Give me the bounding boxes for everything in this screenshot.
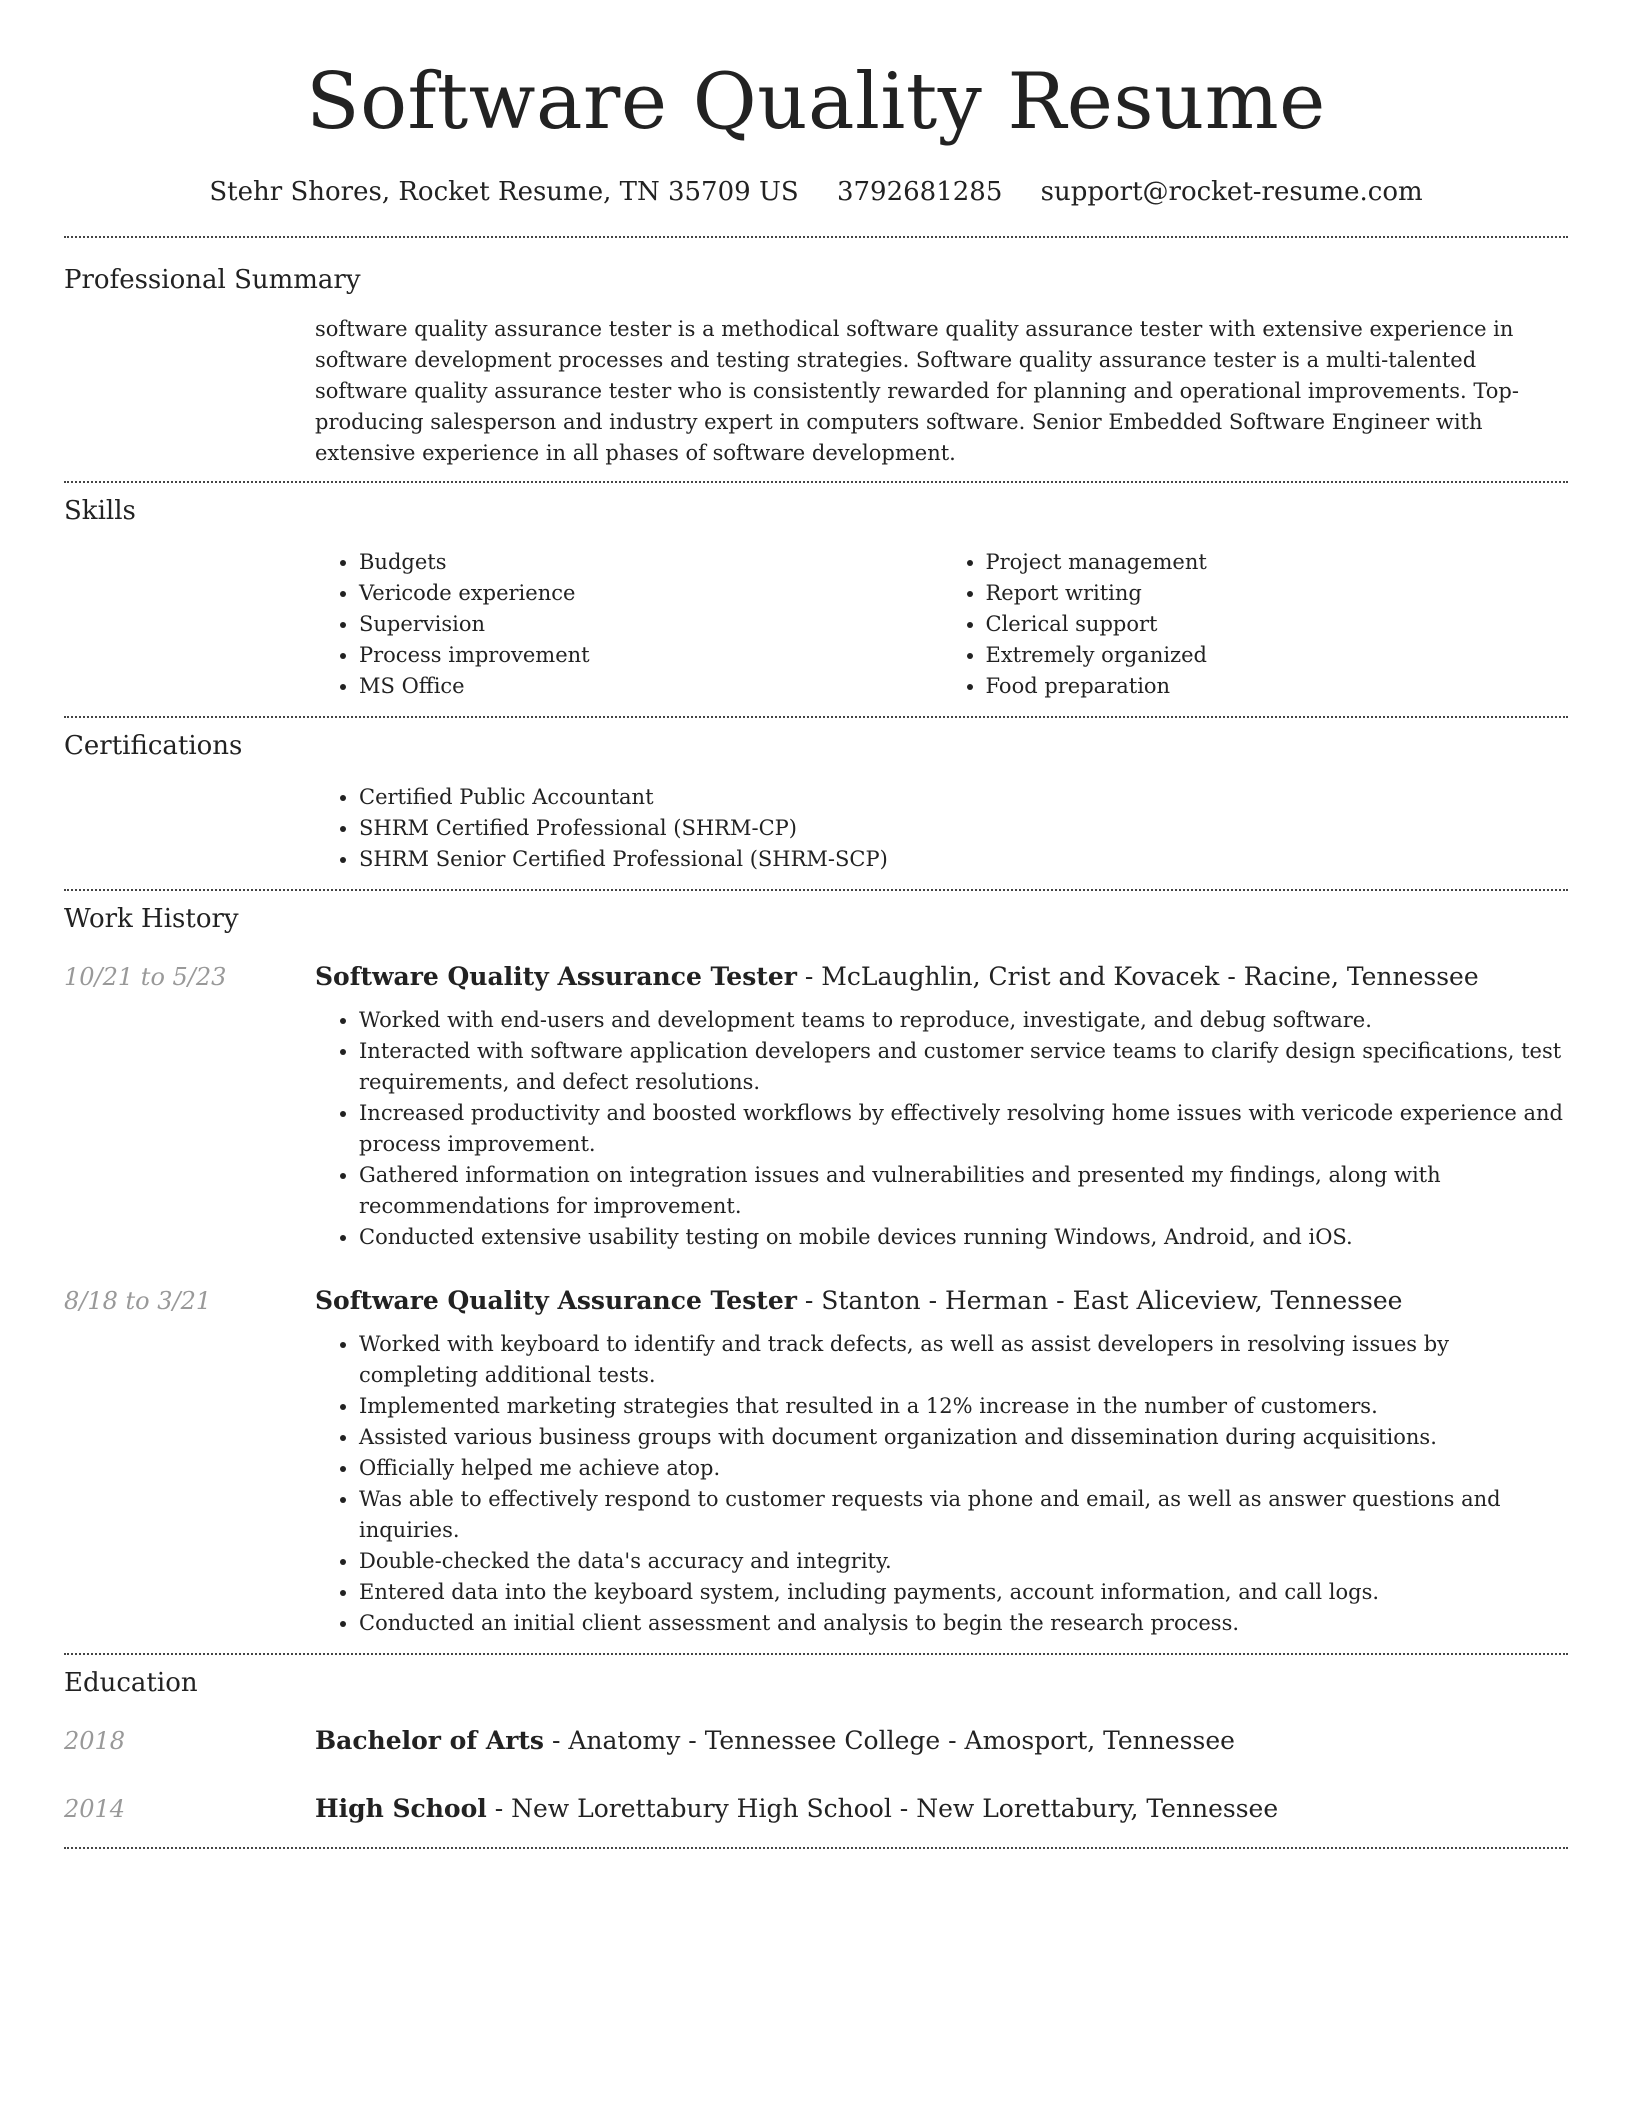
job-bullet: • Entered data into the keyboard system, including payments, account information, and call logs. [359, 1577, 1568, 1608]
contact-address: Stehr Shores, Rocket Resume, TN 35709 US [209, 177, 799, 207]
job-bullet: • Interacted with software application developers and customer service teams to clarify design specifications, test requirements, and defect resolutions. [359, 1036, 1568, 1098]
job-bullets [315, 1329, 1568, 1639]
section-divider [64, 889, 1568, 891]
contact-line [64, 174, 1568, 210]
job-location: Racine, Tennessee [1243, 962, 1479, 991]
skills-heading: Skills [64, 496, 136, 526]
education-location: Amosport, Tennessee [964, 1726, 1235, 1755]
resume-header [64, 0, 1568, 210]
job-bullet: • Double-checked the data's accuracy and integrity. [359, 1546, 1568, 1577]
job-dates: 8/18 to 3/21 [64, 1287, 212, 1315]
skill-item: • Vericode experience [359, 578, 942, 609]
section-divider [64, 236, 1568, 238]
contact-phone: 3792681285 [836, 177, 1003, 207]
certifications-section [64, 728, 1568, 875]
skill-item: • Clerical support [986, 609, 1569, 640]
job-title: Software Quality Assurance Tester - McLaughlin, Crist and Kovacek - Racine, Tennessee [315, 962, 1479, 991]
certification-item: • SHRM Senior Certified Professional (SHRM-SCP) [359, 844, 1568, 875]
job-employer: McLaughlin, Crist and Kovacek [821, 962, 1220, 991]
job-bullet: • Worked with keyboard to identify and track defects, as well as assist developers in resolving issues by completing additional tests. [359, 1329, 1568, 1391]
certifications-heading: Certifications [64, 731, 243, 761]
work-history-section [64, 901, 1568, 1639]
education-year: 2014 [64, 1795, 126, 1823]
job-location: East Aliceview, Tennessee [1072, 1286, 1403, 1315]
education-heading: Education [64, 1668, 198, 1698]
skill-item: • Report writing [986, 578, 1569, 609]
job-title: Software Quality Assurance Tester - Stanton - Herman - East Aliceview, Tennessee [315, 1286, 1403, 1315]
education-entry [64, 1791, 1568, 1827]
certifications-list [315, 782, 1568, 875]
work-history-heading: Work History [64, 904, 239, 934]
education-field: Anatomy [568, 1726, 681, 1755]
job-bullet: • Increased productivity and boosted workflows by effectively resolving home issues with vericode experience and process improvement. [359, 1098, 1568, 1160]
job-dates: 10/21 to 5/23 [64, 963, 227, 991]
education-location: New Lorettabury, Tennessee [916, 1794, 1279, 1823]
job-bullet: • Worked with end-users and development teams to reproduce, investigate, and debug software. [359, 1005, 1568, 1036]
skill-item: • Project management [986, 547, 1569, 578]
education-school: New Lorettabury High School [511, 1794, 892, 1823]
job-bullet: • Conducted extensive usability testing on mobile devices running Windows, Android, and iOS. [359, 1222, 1568, 1253]
section-divider [64, 1653, 1568, 1655]
section-divider [64, 481, 1568, 483]
section-divider [64, 716, 1568, 718]
job-bullet: • Implemented marketing strategies that resulted in a 12% increase in the number of customers. [359, 1391, 1568, 1422]
certification-item: • Certified Public Accountant [359, 782, 1568, 813]
job-bullet: • Assisted various business groups with document organization and dissemination during acquisitions. [359, 1422, 1568, 1453]
education-degree: Bachelor of Arts [315, 1726, 545, 1755]
skill-item: • Supervision [359, 609, 942, 640]
education-year: 2018 [64, 1727, 126, 1755]
summary-section [64, 262, 1568, 469]
education-degree: High School [315, 1794, 487, 1823]
job-bullet: • Gathered information on integration issues and vulnerabilities and presented my findings, along with recommendations for improvement. [359, 1160, 1568, 1222]
job-bullet: • Conducted an initial client assessment and analysis to begin the research process. [359, 1608, 1568, 1639]
skill-item: • Budgets [359, 547, 942, 578]
skills-list-left [315, 547, 942, 702]
education-title: Bachelor of Arts - Anatomy - Tennessee College - Amosport, Tennessee [315, 1726, 1235, 1755]
skill-item: • Process improvement [359, 640, 942, 671]
skills-grid [315, 547, 1568, 702]
skill-item: • MS Office [359, 671, 942, 702]
job-employer: Stanton - Herman [821, 1286, 1049, 1315]
education-entry [64, 1723, 1568, 1759]
education-title: High School - New Lorettabury High School - New Lorettabury, Tennessee [315, 1794, 1279, 1823]
summary-heading: Professional Summary [64, 265, 361, 295]
skills-section [64, 493, 1568, 702]
job-bullet: • Was able to effectively respond to customer requests via phone and email, as well as answer questions and inquiries. [359, 1484, 1568, 1546]
skill-item: • Extremely organized [986, 640, 1569, 671]
education-section [64, 1665, 1568, 1827]
skill-item: • Food preparation [986, 671, 1569, 702]
job-entry [64, 959, 1568, 1253]
job-role: Software Quality Assurance Tester [315, 962, 797, 991]
certification-item: • SHRM Certified Professional (SHRM-CP) [359, 813, 1568, 844]
summary-text: software quality assurance tester is a methodical software quality assurance tester with extensive experience in software development processes and testing strategies. Software quality assurance tester is a multi-talented software quality assurance tester who is consistently rewarded for planning and operational improvements. Top-producing salesperson and industry expert in computers software. Senior Embedded Software Engineer with extensive experience in all phases of software development. [315, 317, 1519, 465]
job-role: Software Quality Assurance Tester [315, 1286, 797, 1315]
job-bullet: • Officially helped me achieve atop. [359, 1453, 1568, 1484]
resume-title: Software Quality Resume [306, 57, 1326, 147]
education-school: Tennessee College [704, 1726, 941, 1755]
section-divider [64, 1847, 1568, 1849]
skills-list-right [942, 547, 1569, 702]
contact-email: support@rocket-resume.com [1040, 177, 1423, 207]
job-entry [64, 1283, 1568, 1639]
job-bullets [315, 1005, 1568, 1253]
